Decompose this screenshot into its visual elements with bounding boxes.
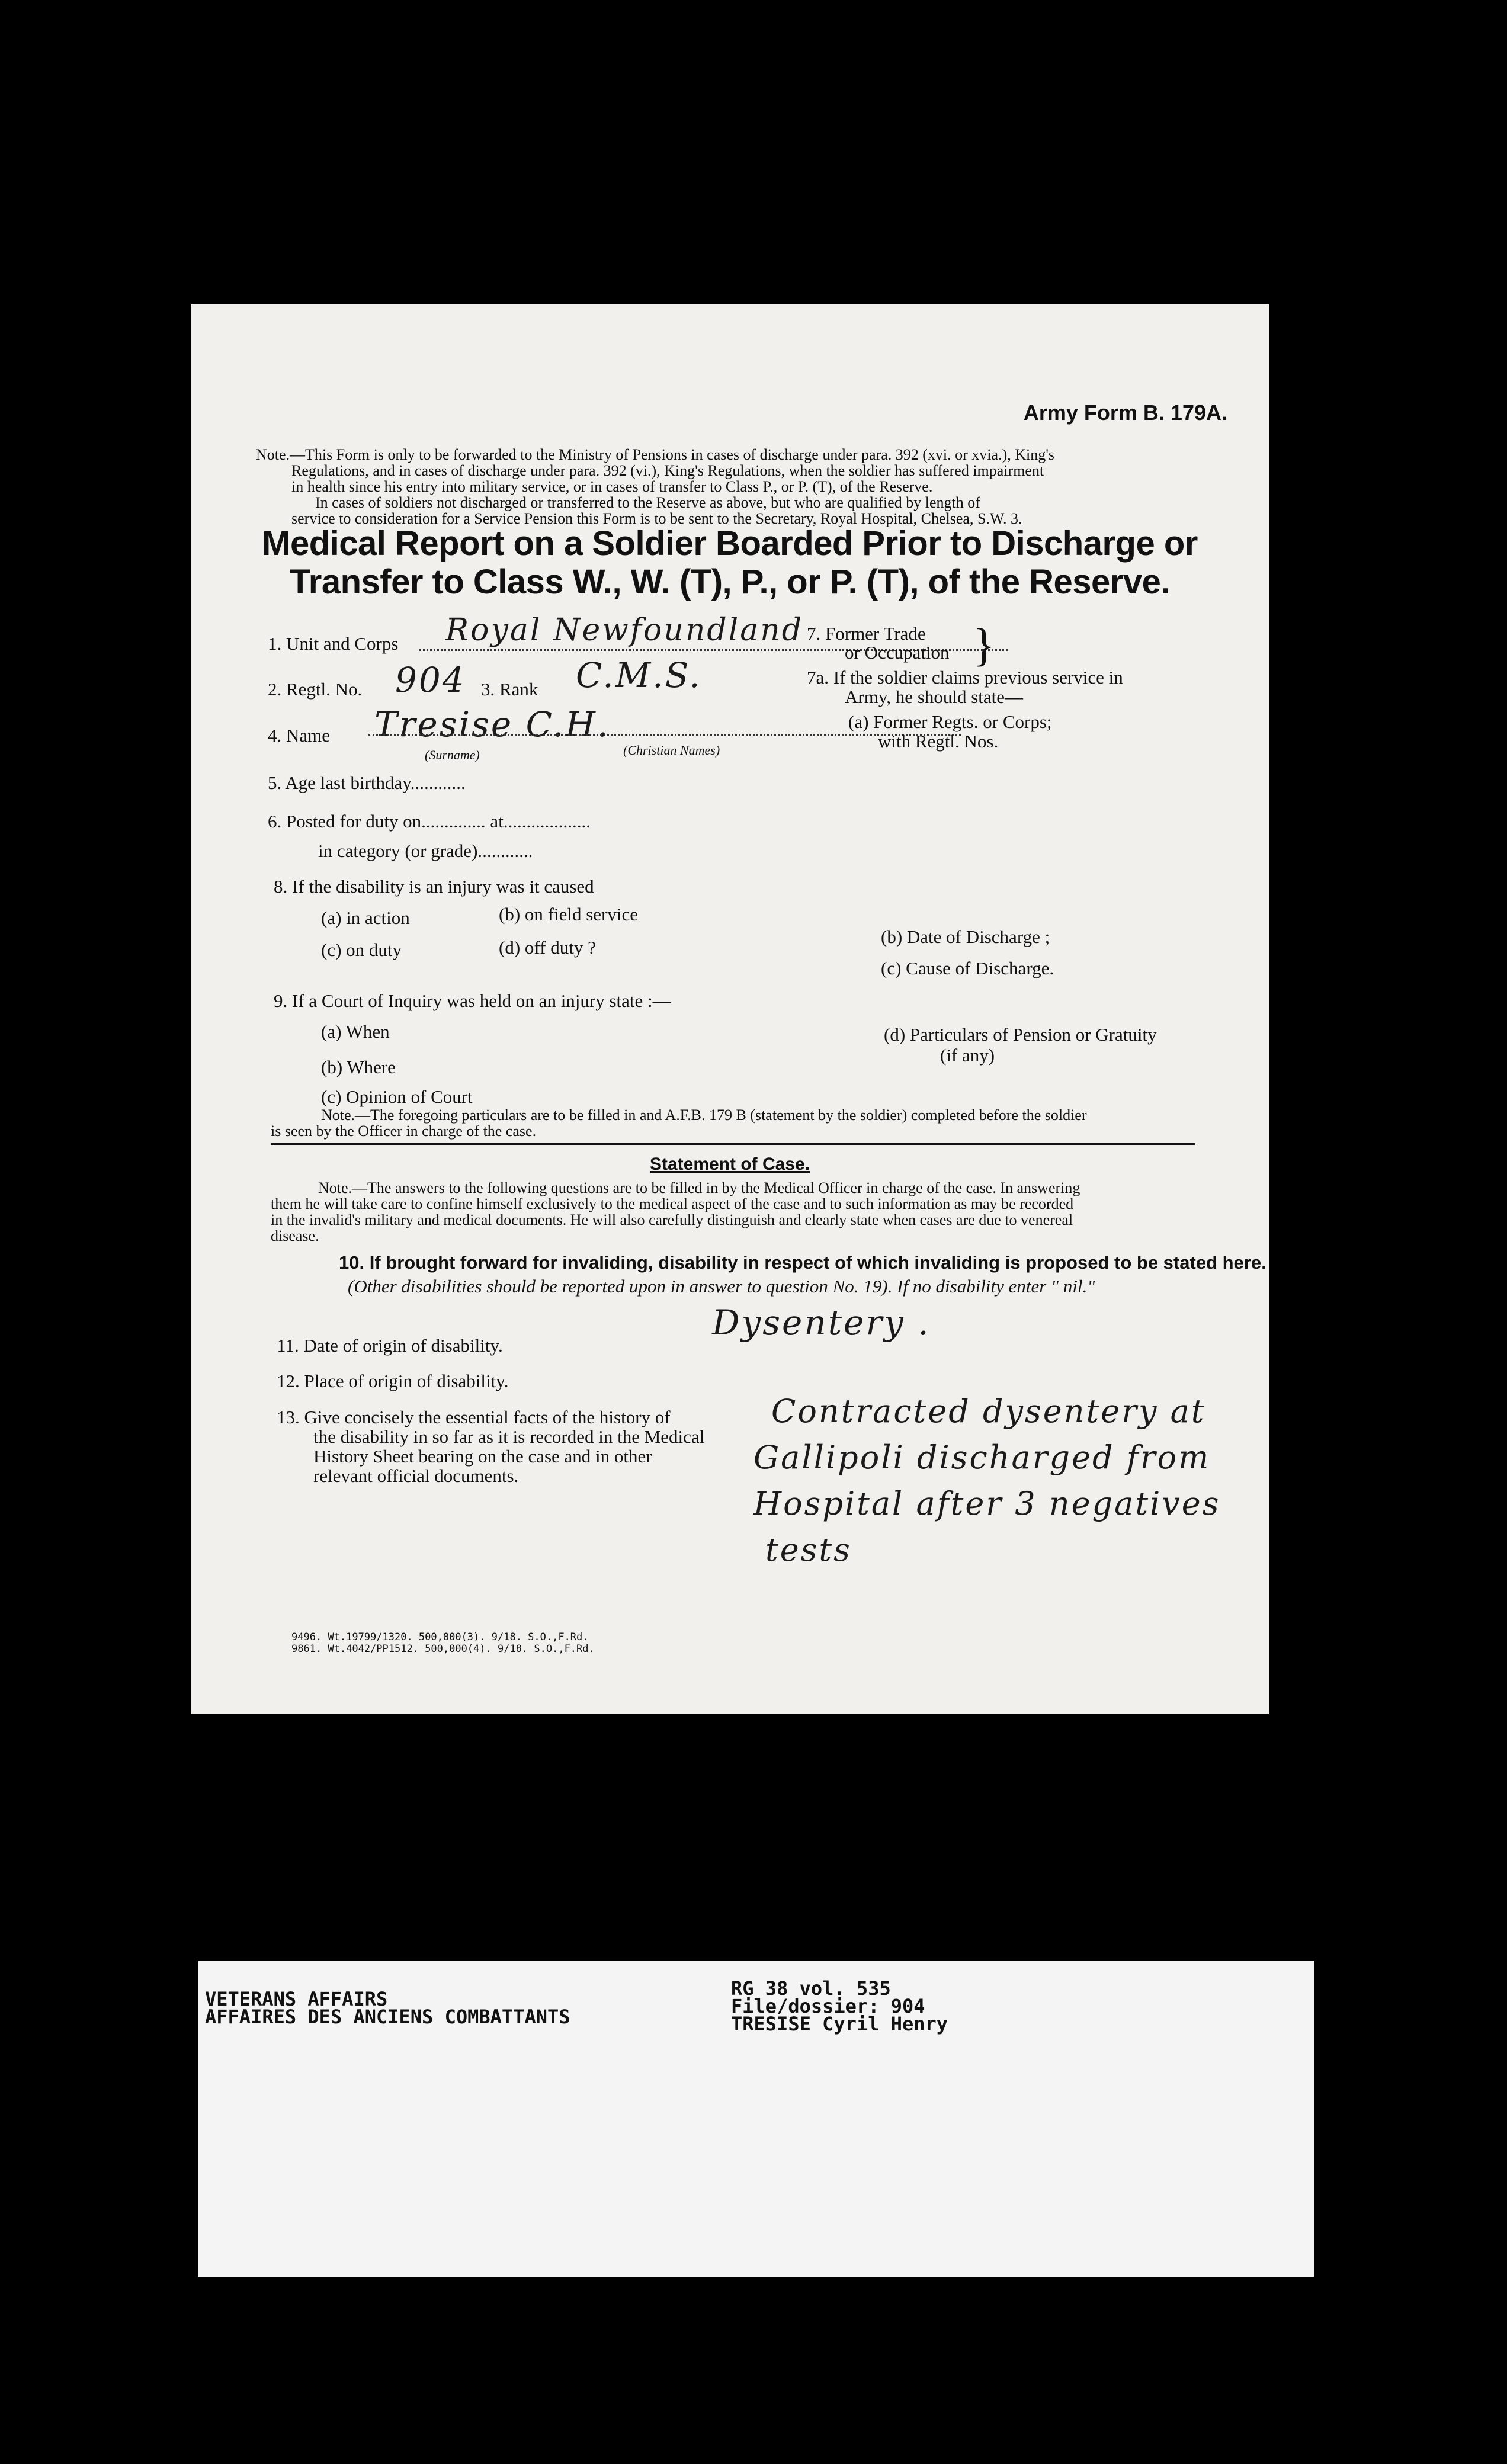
- print-code-line: 9861. Wt.4042/PP1512. 500,000(4). 9/18. S.O.,F.Rd.: [291, 1643, 595, 1655]
- top-note-line: Note.—This Form is only to be forwarded to the Ministry of Pensions in cases of discharge under para. 392 (xvi. or xvia.), King's: [256, 446, 1055, 463]
- pension-label: (d) Particulars of Pension or Gratuity: [884, 1024, 1157, 1045]
- court-when: (a) When: [321, 1021, 390, 1042]
- court-label: 9. If a Court of Inquiry was held on an injury state :—: [274, 990, 671, 1011]
- card-right-line: TRESISE Cyril Henry: [731, 2013, 948, 2035]
- question-10-sub: (Other disabilities should be reported upon in answer to question No. 19). If no disability enter " nil.": [348, 1276, 1095, 1297]
- statement-heading: Statement of Case.: [649, 1154, 810, 1174]
- prev-service-sub: Army, he should state—: [845, 686, 1024, 707]
- on-duty-option: (c) on duty: [321, 939, 402, 960]
- court-opinion: (c) Opinion of Court: [321, 1086, 473, 1107]
- regtl-value: 904: [395, 660, 466, 700]
- field-service-option: (b) on field service: [499, 904, 638, 925]
- rank-label: 3. Rank: [481, 679, 538, 700]
- christian-names-caption: (Christian Names): [623, 743, 720, 758]
- disability-label: 8. If the disability is an injury was it caused: [274, 876, 594, 897]
- question-12: 12. Place of origin of disability.: [277, 1371, 509, 1391]
- top-note-line: service to consideration for a Service Pension this Form is to be sent to the Secretary, Royal Hospital, Chelsea, S.W. 3.: [291, 510, 1022, 527]
- rank-value: C.M.S.: [576, 655, 702, 695]
- regtl-label: 2. Regtl. No.: [268, 679, 363, 700]
- cause-discharge-label: (c) Cause of Discharge.: [881, 958, 1054, 978]
- print-codes: [291, 1631, 595, 1655]
- former-trade-label: 7. Former Trade: [807, 623, 926, 644]
- question-13-line: relevant official documents.: [313, 1465, 519, 1486]
- question-13: [277, 1407, 704, 1486]
- off-duty-option: (d) off duty ?: [499, 937, 596, 958]
- top-note-line: Regulations, and in cases of discharge under para. 392 (vi.), King's Regulations, when the soldier has suffered impairment: [291, 462, 1044, 479]
- card-right-line: File/dossier: 904: [731, 1995, 925, 2017]
- unit-value: Royal Newfoundland: [445, 612, 804, 648]
- court-where: (b) Where: [321, 1057, 396, 1077]
- card-left-line: AFFAIRES DES ANCIENS COMBATTANTS: [205, 2006, 570, 2028]
- unit-label: 1. Unit and Corps: [268, 633, 399, 654]
- name-value: Tresise C.H.: [374, 704, 610, 745]
- answer-line: Gallipoli discharged from: [754, 1439, 1211, 1476]
- prev-service-label: 7a. If the soldier claims previous service in: [807, 667, 1123, 688]
- name-label: 4. Name: [268, 725, 331, 746]
- form-number: Army Form B. 179A.: [1023, 400, 1227, 425]
- question-10-answer: Dysentery .: [712, 1302, 931, 1343]
- date-discharge-label: (b) Date of Discharge ;: [881, 926, 1050, 947]
- question-13-line: History Sheet bearing on the case and in other: [313, 1446, 652, 1467]
- case-note-line: Note.—The answers to the following questions are to be filled in by the Medical Officer in charge of the case. In answering: [318, 1179, 1080, 1196]
- answer-line: tests: [765, 1531, 852, 1568]
- medical-report-form: [191, 304, 1269, 1714]
- card-left-line: VETERANS AFFAIRS: [205, 1988, 388, 2010]
- top-note-line: In cases of soldiers not discharged or transferred to the Reserve as above, but who are qualified by length of: [315, 494, 980, 511]
- question-13-answer: [754, 1388, 1220, 1573]
- case-note-line: in the invalid's military and medical documents. He will also carefully distinguish and clearly state when cases are due to venereal: [271, 1211, 1073, 1228]
- question-13-line: 13. Give concisely the essential facts of the history of: [277, 1407, 671, 1427]
- print-code-line: 9496. Wt.19799/1320. 500,000(3). 9/18. S.O.,F.Rd.: [291, 1631, 589, 1643]
- former-regts-sub: with Regtl. Nos.: [878, 731, 999, 752]
- question-13-line: the disability in so far as it is recorded in the Medical: [313, 1426, 705, 1447]
- question-11: 11. Date of origin of disability.: [277, 1335, 503, 1356]
- card-right-line: RG 38 vol. 535: [731, 1977, 891, 2000]
- former-trade-sub: or Occupation: [845, 642, 950, 663]
- case-note-line: disease.: [271, 1227, 319, 1244]
- mid-note-line: Note.—The foregoing particulars are to be filled in and A.F.B. 179 B (statement by the soldier) completed before the soldier: [321, 1106, 1087, 1124]
- top-note-line: in health since his entry into military service, or in cases of transfer to Class P., or P. (T), of the Reserve.: [291, 478, 933, 495]
- case-note-line: them he will take care to confine himself exclusively to the medical aspect of the case and to such information as may be recorded: [271, 1195, 1074, 1212]
- brace-icon: }: [973, 619, 995, 670]
- top-note: [256, 447, 1054, 527]
- form-title-line2: Transfer to Class W., W. (T), P., or P. (T), of the Reserve.: [290, 563, 1170, 601]
- answer-line: Hospital after 3 negatives: [754, 1485, 1221, 1522]
- former-regts-label: (a) Former Regts. or Corps;: [848, 711, 1052, 732]
- case-note: [271, 1180, 1080, 1244]
- posted-label: 6. Posted for duty on.............. at...................: [268, 811, 591, 832]
- answer-line: Contracted dysentery at: [771, 1393, 1206, 1430]
- archive-card: [198, 1961, 1314, 2277]
- name-dotted-line: [368, 734, 961, 736]
- question-10: 10. If brought forward for invaliding, disability in respect of which invaliding is proposed to be stated here.: [339, 1252, 1266, 1273]
- form-title-line1: Medical Report on a Soldier Boarded Prior to Discharge or: [262, 524, 1198, 563]
- section-divider: [271, 1143, 1195, 1145]
- mid-note-line: is seen by the Officer in charge of the case.: [271, 1122, 537, 1140]
- age-label: 5. Age last birthday............: [268, 772, 466, 793]
- pension-sub: (if any): [940, 1045, 995, 1066]
- surname-caption: (Surname): [425, 747, 480, 762]
- in-action-option: (a) in action: [321, 907, 410, 928]
- category-label: in category (or grade)............: [318, 840, 533, 861]
